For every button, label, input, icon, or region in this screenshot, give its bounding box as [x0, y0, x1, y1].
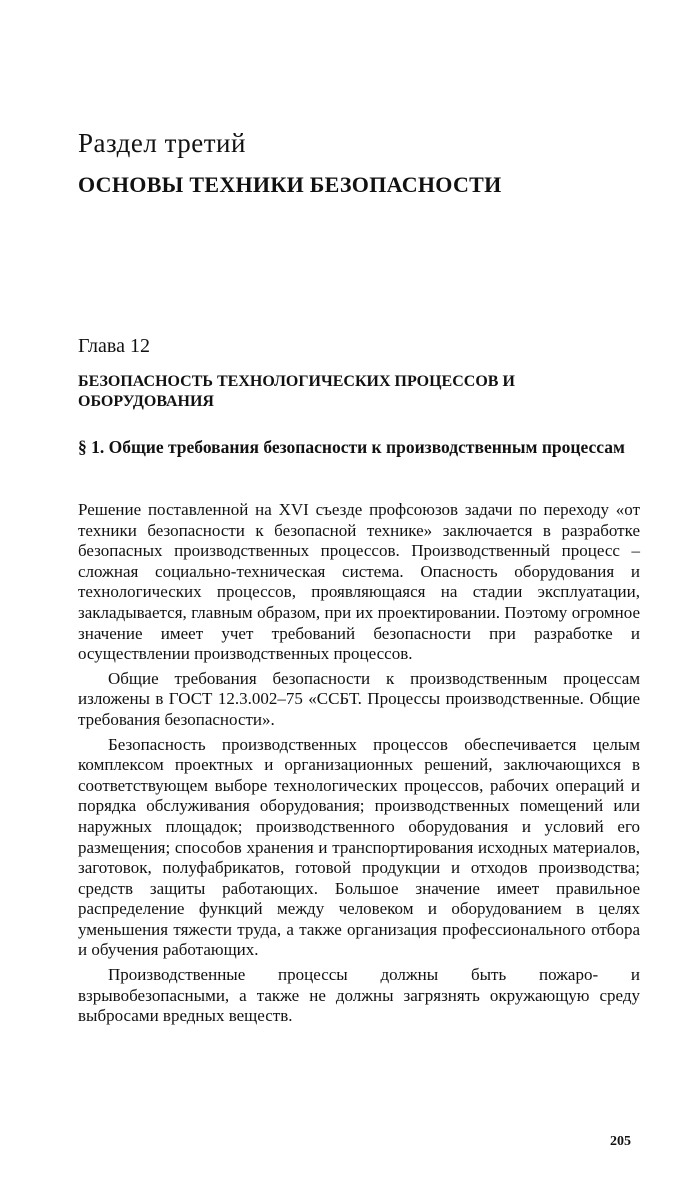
page-number: 205	[610, 1134, 631, 1149]
chapter-title: БЕЗОПАСНОСТЬ ТЕХНОЛОГИЧЕСКИХ ПРОЦЕССОВ И ОБОРУДОВАНИЯ	[78, 373, 515, 410]
paragraph-heading: § 1. Общие требования безопасности к производственным процессам	[78, 437, 625, 457]
chapter-label: Глава 12	[78, 335, 150, 357]
body-paragraph-3: Безопасность производственных процессов обеспечивается целым комплексом проектных и организационных решений, заключающихся в соответствующем выборе технологических процессов, рабочих операций и порядка обслуживания оборудования; производственных помещений или наружных площадок; производственного оборудования и условий его размещения; способов хранения и транспортирования исходных материалов, заготовок, полуфабрикатов, готовой продукции и отходов производства; средств защиты работающих. Большое значение имеет правильное распределение функций между человеком и оборудованием в целях уменьшения тяжести труда, а также организация профессионального отбора и обучения работающих.	[78, 734, 640, 960]
body-paragraph-1: Решение поставленной на XVI съезде профсоюзов задачи по переходу «от техники безопасности к безопасной технике» заключается в разработке безопасных производственных процессов. Производственный процесс – сложная социально-техническая система. Опасность оборудования и технологических процессов, проявляющаяся на стадии эксплуатации, закладывается, главным образом, при их проектировании. Поэтому огромное значение имеет учет требований безопасности при разработке и осуществлении производственных процессов.	[78, 500, 640, 664]
body-paragraph-2: Общие требования безопасности к производственным процессам изложены в ГОСТ 12.3.002–75 «ССБТ. Процессы производственные. Общие требования безопасности».	[78, 668, 640, 729]
body-text	[78, 500, 640, 1031]
section-title: ОСНОВЫ ТЕХНИКИ БЕЗОПАСНОСТИ	[78, 172, 502, 197]
body-paragraph-4: Производственные процессы должны быть пожаро- и взрывобезопасными, а также не должны загрязнять окружающую среду выбросами вредных веществ.	[78, 965, 640, 1026]
section-label: Раздел третий	[78, 128, 246, 158]
